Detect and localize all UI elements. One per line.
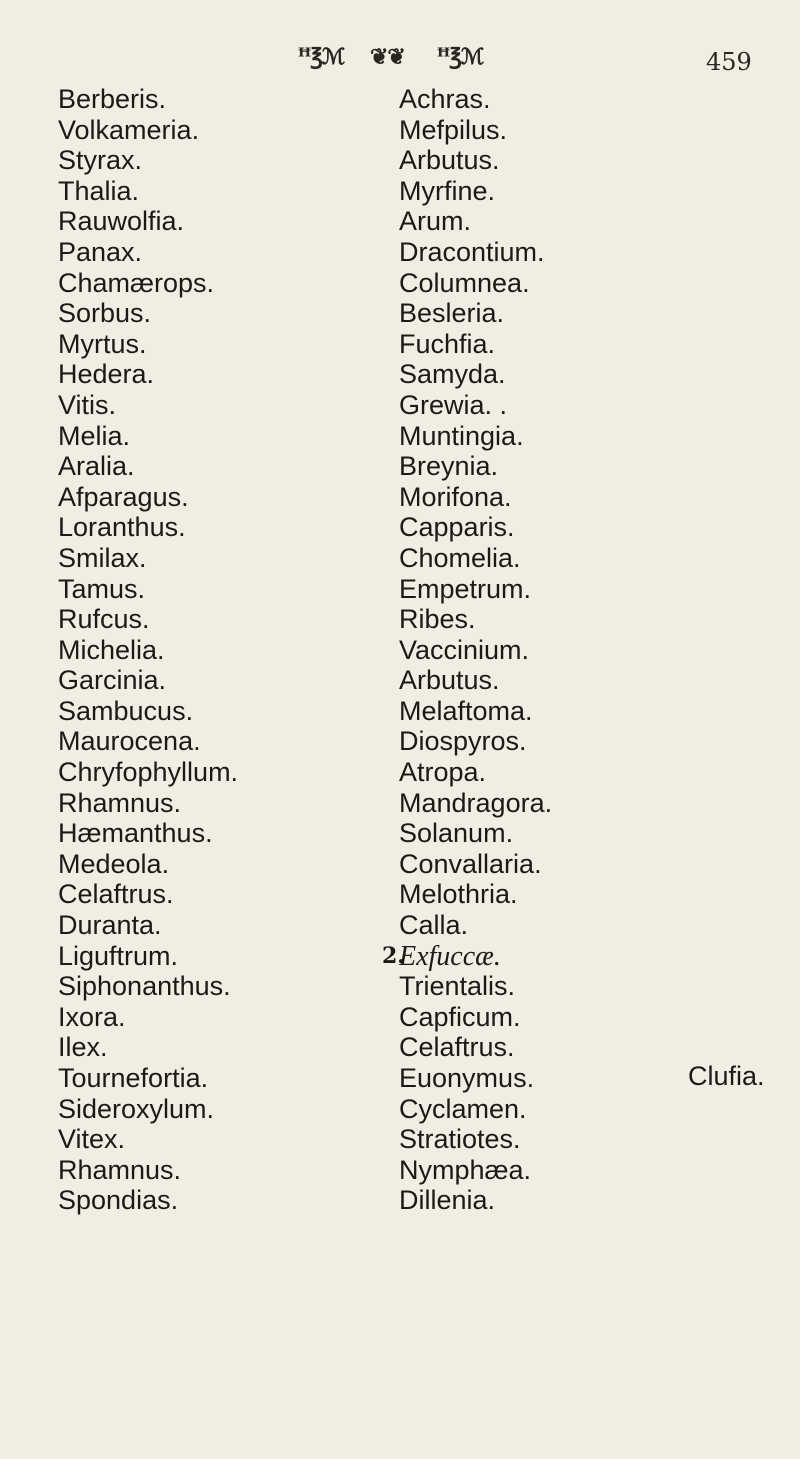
genus-entry: Rhamnus. (58, 1154, 182, 1185)
genus-name: Mefpilus. (399, 114, 508, 145)
genus-name: Atropa. (399, 757, 487, 788)
genus-name: Calla. (399, 910, 469, 941)
genus-name: Myrfine. (399, 175, 496, 206)
genus-entry (382, 145, 762, 176)
genus-name: Arum. (399, 206, 472, 237)
genus-name: Stratiotes. (399, 1124, 521, 1155)
genus-entry (382, 1155, 762, 1186)
genus-entry (382, 849, 762, 880)
genus-name: Empetrum. (399, 573, 532, 604)
genus-entry: Berberis. (58, 84, 167, 114)
genus-name: Trientalis. (399, 971, 516, 1002)
genus-entry (382, 757, 762, 788)
genus-name: Fuchfia. (399, 328, 496, 359)
genus-name: Diospyros. (399, 726, 527, 757)
genus-entry: Sambucus. (58, 695, 194, 726)
genus-entry (382, 574, 762, 605)
genus-name: Samyda. (399, 359, 506, 390)
genus-entry: Michelia. (58, 634, 165, 665)
genus-name: Ribes. (399, 604, 476, 635)
catchword: Clufia. (688, 1061, 765, 1091)
genus-entry (382, 696, 762, 727)
genus-entry: Sideroxylum. (58, 1093, 215, 1124)
genus-entry: Medeola. (58, 848, 170, 879)
printers-ornament-center: ❦❦ (370, 44, 405, 70)
genus-entry: Rhamnus. (58, 787, 182, 818)
genus-entry: Ilex. (58, 1032, 108, 1063)
genus-name: Nymphæa. (399, 1154, 532, 1185)
genus-entry: Garcinia. (58, 665, 167, 696)
genus-name: Capparis. (399, 512, 515, 543)
section-number: 2. (382, 942, 405, 969)
genus-name: Grewia. . (399, 389, 508, 420)
genus-name: Convallaria. (399, 848, 542, 879)
genus-name: Breynia. (399, 451, 499, 482)
genus-entry: Rauwolfia. (58, 206, 185, 237)
genus-entry (382, 359, 762, 390)
genus-entry (382, 1002, 762, 1033)
genus-name: Chomelia. (399, 542, 521, 573)
genus-entry (382, 390, 762, 421)
genus-entry: Chamærops. (58, 267, 215, 298)
genus-entry (382, 788, 762, 819)
genus-entry: Smilax. (58, 542, 147, 573)
section-title: Exfuccæ. (399, 940, 501, 972)
genus-entry: Volkameria. (58, 114, 200, 145)
genus-name: Euonymus. (399, 1063, 535, 1093)
genus-entry (382, 268, 762, 299)
genus-entry: Sorbus. (58, 298, 152, 329)
genus-entry: Vitis. (58, 389, 117, 420)
genus-entry (382, 421, 762, 452)
genus-name: Dracontium. (399, 236, 545, 267)
genus-entry (382, 879, 762, 910)
genus-name: Arbutus. (399, 145, 500, 176)
genus-entry: Myrtus. (58, 328, 147, 359)
left-genus-column (58, 84, 378, 1216)
genus-entry (382, 329, 762, 360)
genus-name: Melothria. (399, 879, 518, 910)
genus-entry (382, 1124, 762, 1155)
genus-entry (382, 604, 762, 635)
genus-entry: Panax. (58, 236, 143, 267)
genus-entry (382, 971, 762, 1002)
genus-entry: Tamus. (58, 573, 146, 604)
genus-entry (382, 1185, 762, 1216)
genus-name: Solanum. (399, 818, 514, 849)
genus-entry: Thalia. (58, 175, 140, 206)
page-number: 459 (706, 48, 752, 76)
genus-entry (382, 176, 762, 207)
genus-name: Celaftrus. (399, 1032, 515, 1063)
genus-entry: Melia. (58, 420, 131, 451)
genus-entry (382, 665, 762, 696)
genus-entry (382, 115, 762, 146)
genus-entry (382, 482, 762, 513)
genus-entry: Afparagus. (58, 481, 189, 512)
genus-entry: Styrax. (58, 145, 143, 176)
genus-entry: Vitex. (58, 1124, 126, 1155)
printers-ornament-left: ꟸ℥ℳ (298, 44, 345, 70)
genus-entry: Celaftrus. (58, 879, 174, 910)
genus-name: Arbutus. (399, 665, 500, 696)
genus-entry: Aralia. (58, 451, 135, 482)
genus-name: Capficum. (399, 1001, 521, 1032)
genus-entry: Tournefortia. (58, 1063, 209, 1093)
genus-entry: Liguftrum. (58, 940, 179, 971)
genus-entry: Hedera. (58, 359, 155, 390)
genus-entry: Maurocena. (58, 726, 201, 757)
genus-entry: Siphonanthus. (58, 971, 231, 1002)
genus-entry (382, 512, 762, 543)
genus-name: Vaccinium. (399, 634, 530, 665)
genus-entry: Chryfophyllum. (58, 757, 239, 788)
genus-entry: Loranthus. (58, 512, 186, 543)
genus-entry: Spondias. (58, 1185, 179, 1216)
genus-entry: Ixora. (58, 1001, 126, 1032)
genus-name: Muntingia. (399, 420, 524, 451)
genus-entry (382, 1094, 762, 1125)
genus-entry (382, 910, 762, 941)
genus-entry (382, 635, 762, 666)
genus-entry (382, 237, 762, 268)
genus-entry: Rufcus. (58, 604, 150, 635)
genus-entry (382, 543, 762, 574)
printers-ornament-right: ꟸ℥ℳ (437, 44, 484, 70)
genus-name: Melaftoma. (399, 695, 533, 726)
genus-entry (382, 726, 762, 757)
genus-name: Columnea. (399, 267, 530, 298)
genus-entry (382, 1032, 762, 1063)
genus-name: Mandragora. (399, 787, 553, 818)
genus-name: Achras. (399, 84, 491, 114)
genus-name: Morifona. (399, 481, 512, 512)
genus-entry: Hæmanthus. (58, 818, 213, 849)
genus-name: Dillenia. (399, 1185, 496, 1216)
genus-entry (382, 451, 762, 482)
section-heading-entry (382, 941, 762, 972)
genus-entry (382, 84, 762, 115)
genus-entry (382, 818, 762, 849)
genus-name: Besleria. (399, 298, 505, 329)
genus-entry: Duranta. (58, 910, 162, 941)
genus-entry (382, 298, 762, 329)
genus-entry (382, 206, 762, 237)
right-genus-column (382, 84, 762, 1216)
genus-name: Cyclamen. (399, 1093, 527, 1124)
